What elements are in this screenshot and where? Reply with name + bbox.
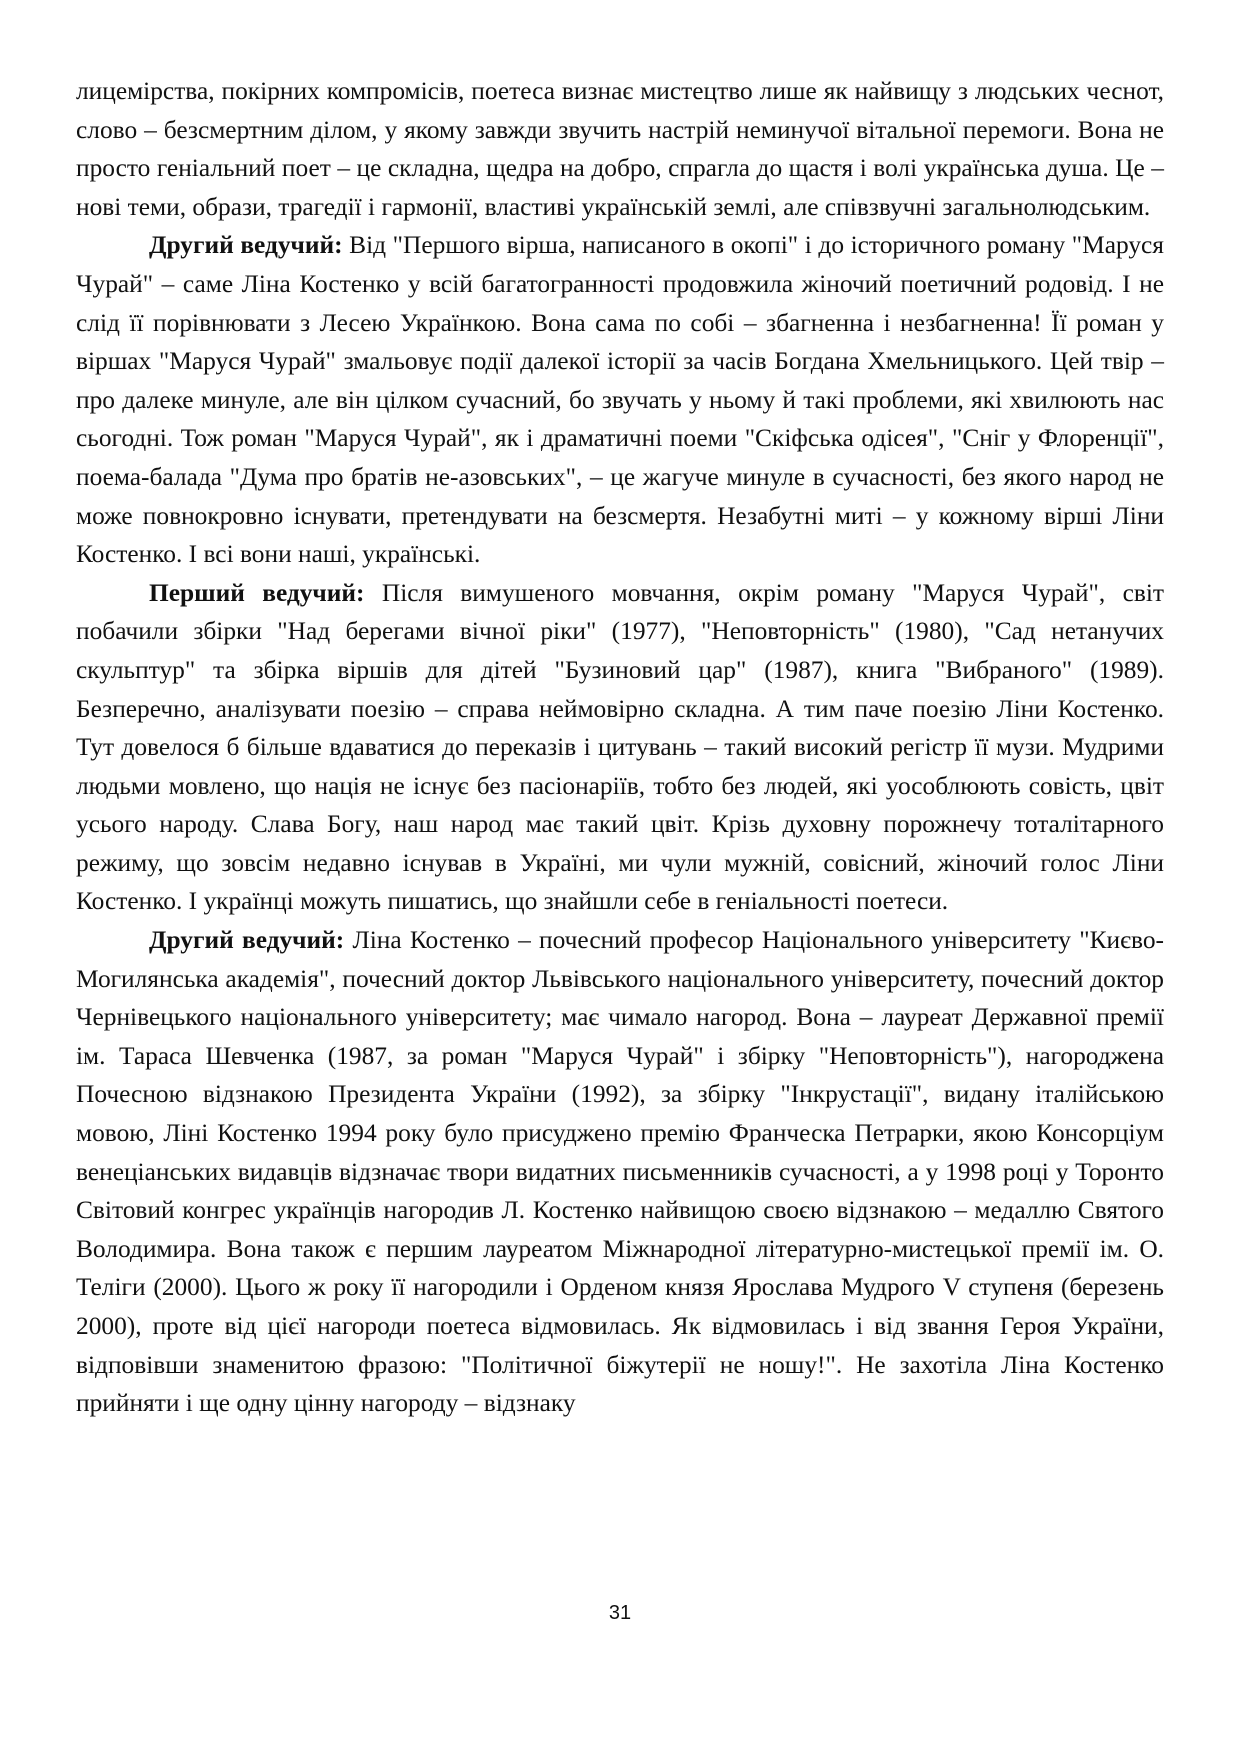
- paragraph-continuation: [76, 72, 1164, 226]
- paragraph-text: Від "Першого вірша, написаного в окопі" і до історичного роману "Маруся Чурай" – саме Ліна Костенко у всій багатогранності продовжила жіночий поетичний родовід. І не слід її порівнювати з Лесею Українкою. Вона сама по собі – збагненна і незбагненна! Її роман у віршах "Маруся Чурай" змальовує події далекої історії за часів Богдана Хмельницького. Цей твір – про далеке минуле, але він цілком сучасний, бо звучать у ньому й такі проблеми, які хвилюють нас сьогодні. Тож роман "Маруся Чурай", як і драматичні поеми "Скіфська одісея", "Сніг у Флоренції", поема-балада "Дума про братів не-азовських", – це жагуче минуле в сучасності, без якого народ не може повнокровно існувати, претендувати на безсмертя. Незабутні миті – у кожному вірші Ліни Костенко. І всі вони наші, українські.: [76, 231, 1164, 569]
- paragraph-first-host: [76, 574, 1164, 921]
- document-page: [76, 72, 1164, 1423]
- paragraph-second-host-2: [76, 921, 1164, 1423]
- paragraph-text: Ліна Костенко – почесний професор Національного університету "Києво-Могилянська академія", почесний доктор Львівського національного університету, почесний доктор Чернівецького національного університету; має чимало нагород. Вона – лауреат Державної премії ім. Тараса Шевченка (1987, за роман "Маруся Чурай" і збірку "Неповторність"), нагороджена Почесною відзнакою Президента України (1992), за збірку "Інкрустації", видану італійською мовою, Ліні Костенко 1994 року було присуджено премію Франческа Петрарки, якою Консорціум венеціанських видавців відзначає твори видатних письменників сучасності, а у 1998 році у Торонто Світовий конгрес українців нагородив Л. Костенко найвищою своєю відзнакою – медаллю Святого Володимира. Вона також є першим лауреатом Міжнародної літературно-мистецької премії ім. О. Теліги (2000). Цього ж року її нагородили і Орденом князя Ярослава Мудрого V ступеня (березень 2000), проте від цієї нагороди поетеса відмовилась. Як відмовилась і від звання Героя України, відповівши знаменитою фразою: "Політичної біжутерії не ношу!". Не захотіла Ліна Костенко прийняти і ще одну цінну нагороду – відзнаку: [76, 926, 1164, 1418]
- paragraph-second-host-1: [76, 226, 1164, 573]
- speaker-label: Перший ведучий:: [149, 578, 365, 607]
- speaker-label: Другий ведучий:: [149, 231, 343, 260]
- page-number: 31: [608, 1602, 632, 1624]
- speaker-label: Другий ведучий:: [149, 926, 345, 955]
- paragraph-text: лицемірства, покірних компромісів, поетеса визнає мистецтво лише як найвищу з людських чеснот, слово – безсмертним ділом, у якому завжди звучить настрій неминучої вітальної перемоги. Вона не просто геніальний поет – це складна, щедра на добро, спрагла до щастя і волі українська душа. Це – нові теми, образи, трагедії і гармонії, властиві українській землі, але співзвучні загальнолюдським.: [76, 77, 1164, 221]
- paragraph-text: Після вимушеного мовчання, окрім роману "Маруся Чурай", світ побачили збірки "Над берегами вічної ріки" (1977), "Неповторність" (1980), "Сад нетанучих скульптур" та збірка віршів для дітей "Бузиновий цар" (1987), книга "Вибраного" (1989). Безперечно, аналізувати поезію – справа неймовірно складна. А тим паче поезію Ліни Костенко. Тут довелося б більше вдаватися до переказів і цитувань – такий високий регістр її музи. Мудрими людьми мовлено, що нація не існує без пасіонаріїв, тобто без людей, які уособлюють совість, цвіт усього народу. Слава Богу, наш народ має такий цвіт. Крізь духовну порожнечу тоталітарного режиму, що зовсім недавно існував в Україні, ми чули мужній, совісний, жіночий голос Ліни Костенко. І українці можуть пишатись, що знайшли себе в геніальності поетеси.: [76, 578, 1164, 916]
